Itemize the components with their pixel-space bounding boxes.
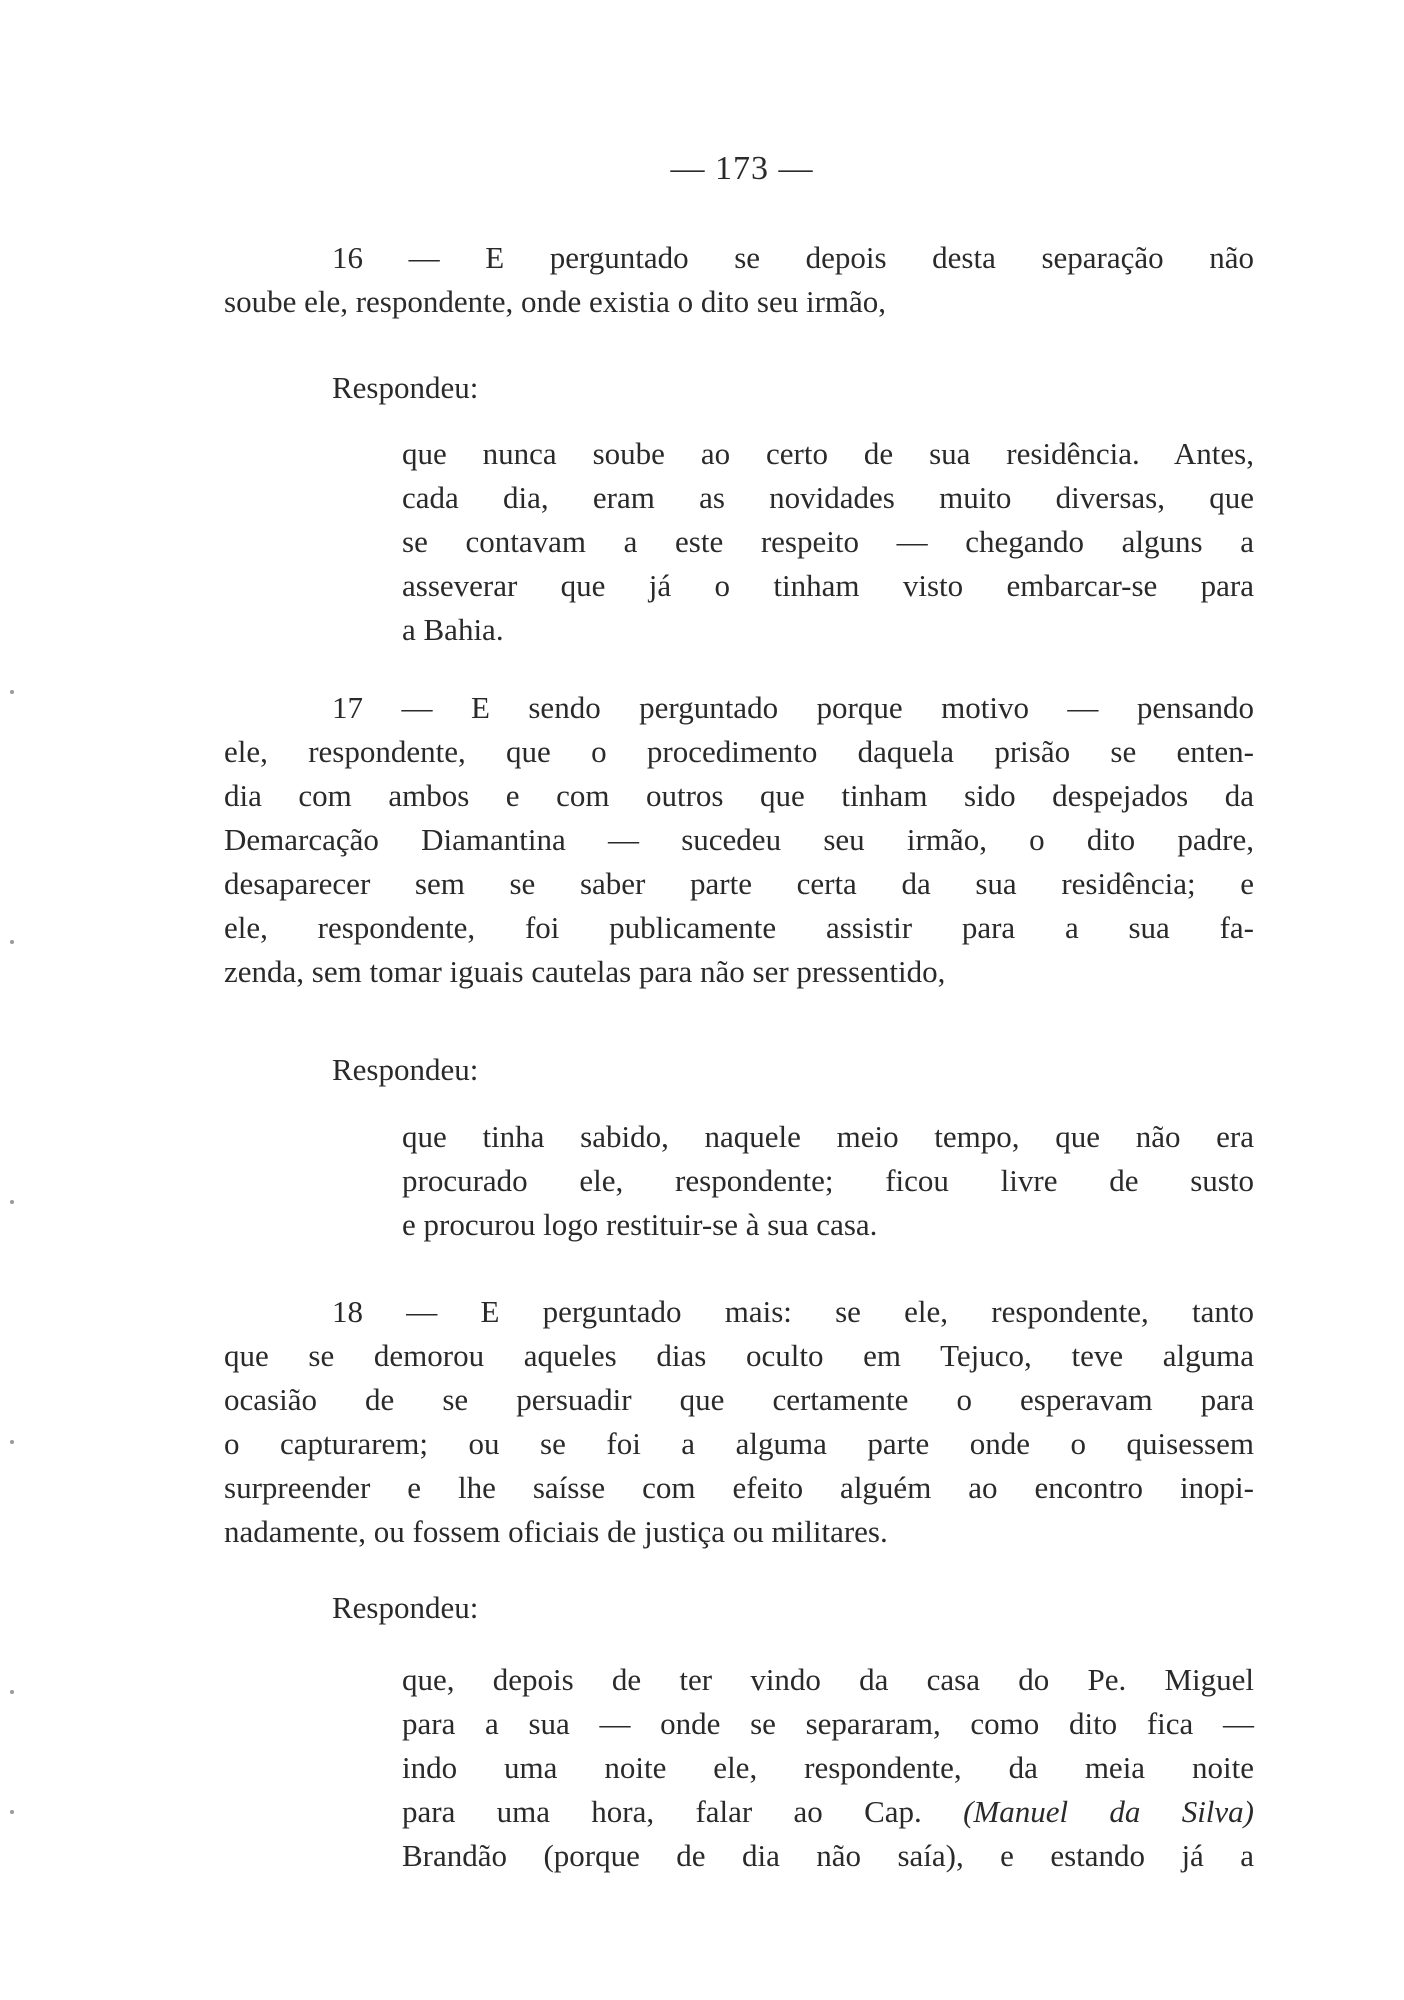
italic-name: (Manuel da Silva) <box>963 1794 1255 1829</box>
answer-line: que tinha sabido, naquele meio tempo, que não era <box>402 1119 1254 1154</box>
answer-line: cada dia, eram as novidades muito diversas, que <box>402 480 1254 515</box>
answer-line: a Bahia. <box>402 612 504 647</box>
question-line: dia com ambos e com outros que tinham sido despejados da <box>224 778 1254 813</box>
answer-line: indo uma noite ele, respondente, da meia noite <box>402 1750 1254 1785</box>
answer-line: que nunca soube ao certo de sua residência. Antes, <box>402 436 1254 471</box>
question-16 <box>224 236 1254 324</box>
answer-line: que, depois de ter vindo da casa do Pe. Miguel <box>402 1662 1254 1697</box>
question-line: 17 — E sendo perguntado porque motivo — pensando <box>332 690 1254 725</box>
answer-line-mixed <box>402 1790 1254 1834</box>
scan-speck <box>10 940 14 944</box>
answer-line: Brandão (porque de dia não saía), e estando já a <box>402 1838 1254 1873</box>
question-line: surpreender e lhe saísse com efeito alguém ao encontro inopi- <box>224 1470 1254 1505</box>
answer-line: asseverar que já o tinham visto embarcar-se para <box>402 568 1254 603</box>
answer-17 <box>402 1115 1254 1247</box>
answer-line: procurado ele, respondente; ficou livre de susto <box>402 1163 1254 1198</box>
response-label: Respondeu: <box>332 1052 479 1087</box>
question-line: que se demorou aqueles dias oculto em Tejuco, teve alguma <box>224 1338 1254 1373</box>
question-line: 16 — E perguntado se depois desta separação não <box>332 240 1254 275</box>
page-number: — 173 — <box>670 150 814 187</box>
scan-speck <box>10 1440 14 1444</box>
response-label: Respondeu: <box>332 1590 479 1625</box>
answer-line: e procurou logo restituir-se à sua casa. <box>402 1207 878 1242</box>
question-line: zenda, sem tomar iguais cautelas para não ser pressentido, <box>224 954 946 989</box>
question-line: soube ele, respondente, onde existia o dito seu irmão, <box>224 284 887 319</box>
question-line: nadamente, ou fossem oficiais de justiça ou militares. <box>224 1514 888 1549</box>
answer-18 <box>402 1658 1254 1878</box>
answer-line: para a sua — onde se separaram, como dito fica — <box>402 1706 1254 1741</box>
question-line: desaparecer sem se saber parte certa da sua residência; e <box>224 866 1254 901</box>
question-line: ocasião de se persuadir que certamente o esperavam para <box>224 1382 1254 1417</box>
question-line: 18 — E perguntado mais: se ele, respondente, tanto <box>332 1294 1254 1329</box>
answer-text: para uma hora, falar ao Cap. <box>402 1794 922 1829</box>
scan-speck <box>10 1200 14 1204</box>
question-line: Demarcação Diamantina — sucedeu seu irmão, o dito padre, <box>224 822 1254 857</box>
scan-speck <box>10 690 14 694</box>
question-18 <box>224 1290 1254 1554</box>
scan-speck <box>10 1690 14 1694</box>
question-line: ele, respondente, foi publicamente assistir para a sua fa- <box>224 910 1254 945</box>
question-line: ele, respondente, que o procedimento daquela prisão se enten- <box>224 734 1254 769</box>
response-label: Respondeu: <box>332 370 479 405</box>
question-line: o capturarem; ou se foi a alguma parte onde o quisessem <box>224 1426 1254 1461</box>
scan-speck <box>10 1810 14 1814</box>
answer-16 <box>402 432 1254 652</box>
answer-line: se contavam a este respeito — chegando alguns a <box>402 524 1254 559</box>
question-17 <box>224 686 1254 994</box>
